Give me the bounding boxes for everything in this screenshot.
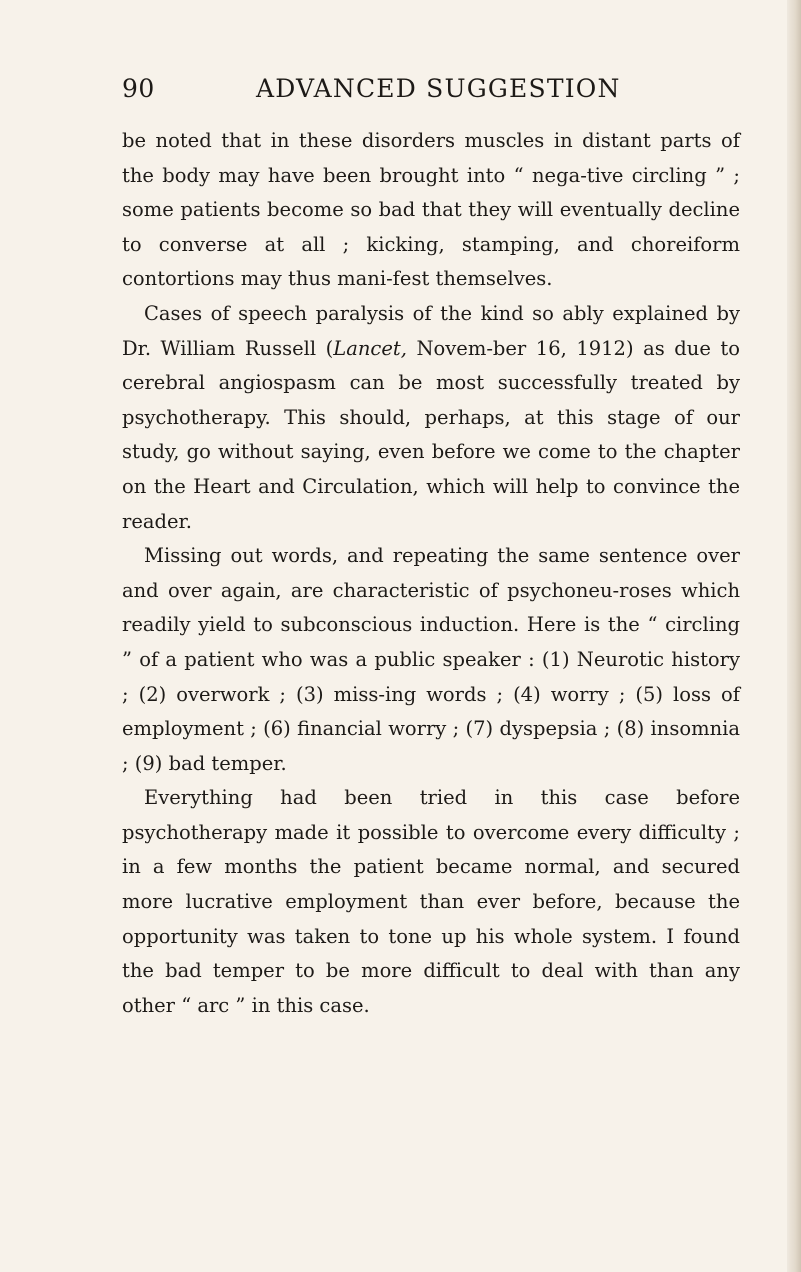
paragraph-3: Missing out words, and repeating the same sentence over and over again, are characteristic of psychoneu-roses which readily yield to subconscious induction. Here is the “ circling ” of a patient who was a public speaker : (1) Neurotic history ; (2) overwork ; (3) miss-ing words ; (4) worry ; (5) loss of employment ; (6) financial worry ; (7) dyspepsia ; (8) insomnia ; (9) bad temper. [122,544,740,775]
page-edge-shadow [787,0,801,1272]
page-header [122,74,740,110]
paragraph-1: be noted that in these disorders muscles in distant parts of the body may have been brought into “ nega-tive circling ” ; some patients become so bad that they will eventually decline to converse at all ; kicking, stamping, and choreiform contortions may thus mani-fest themselves. [122,129,740,291]
paragraph-2-text-b: Novem-ber 16, 1912) as due to cerebral angiospasm can be most successfully treated by psychotherapy. This should, perhaps, at this stage of our study, go without saying, even before we come to the chapter on the Heart and Circulation, which will help to convince the reader. [122,336,740,533]
running-title: ADVANCED SUGGESTION [256,74,621,103]
body-text [122,124,740,1023]
page-number: 90 [122,74,155,103]
paragraph-2-text-a: Cases of speech paralysis of the kind so ably explained by Dr. William Russell ( [122,301,740,360]
paragraph-2-citation: Lancet, [333,336,407,360]
paragraph-4: Everything had been tried in this case before psychotherapy made it possible to overcome every difficulty ; in a few months the patient became normal, and secured more lucrative employment than ever before, because the opportunity was taken to tone up his whole system. I found the bad temper to be more difficult to deal with than any other “ arc ” in this case. [122,786,740,1017]
paragraph-2 [122,297,740,539]
